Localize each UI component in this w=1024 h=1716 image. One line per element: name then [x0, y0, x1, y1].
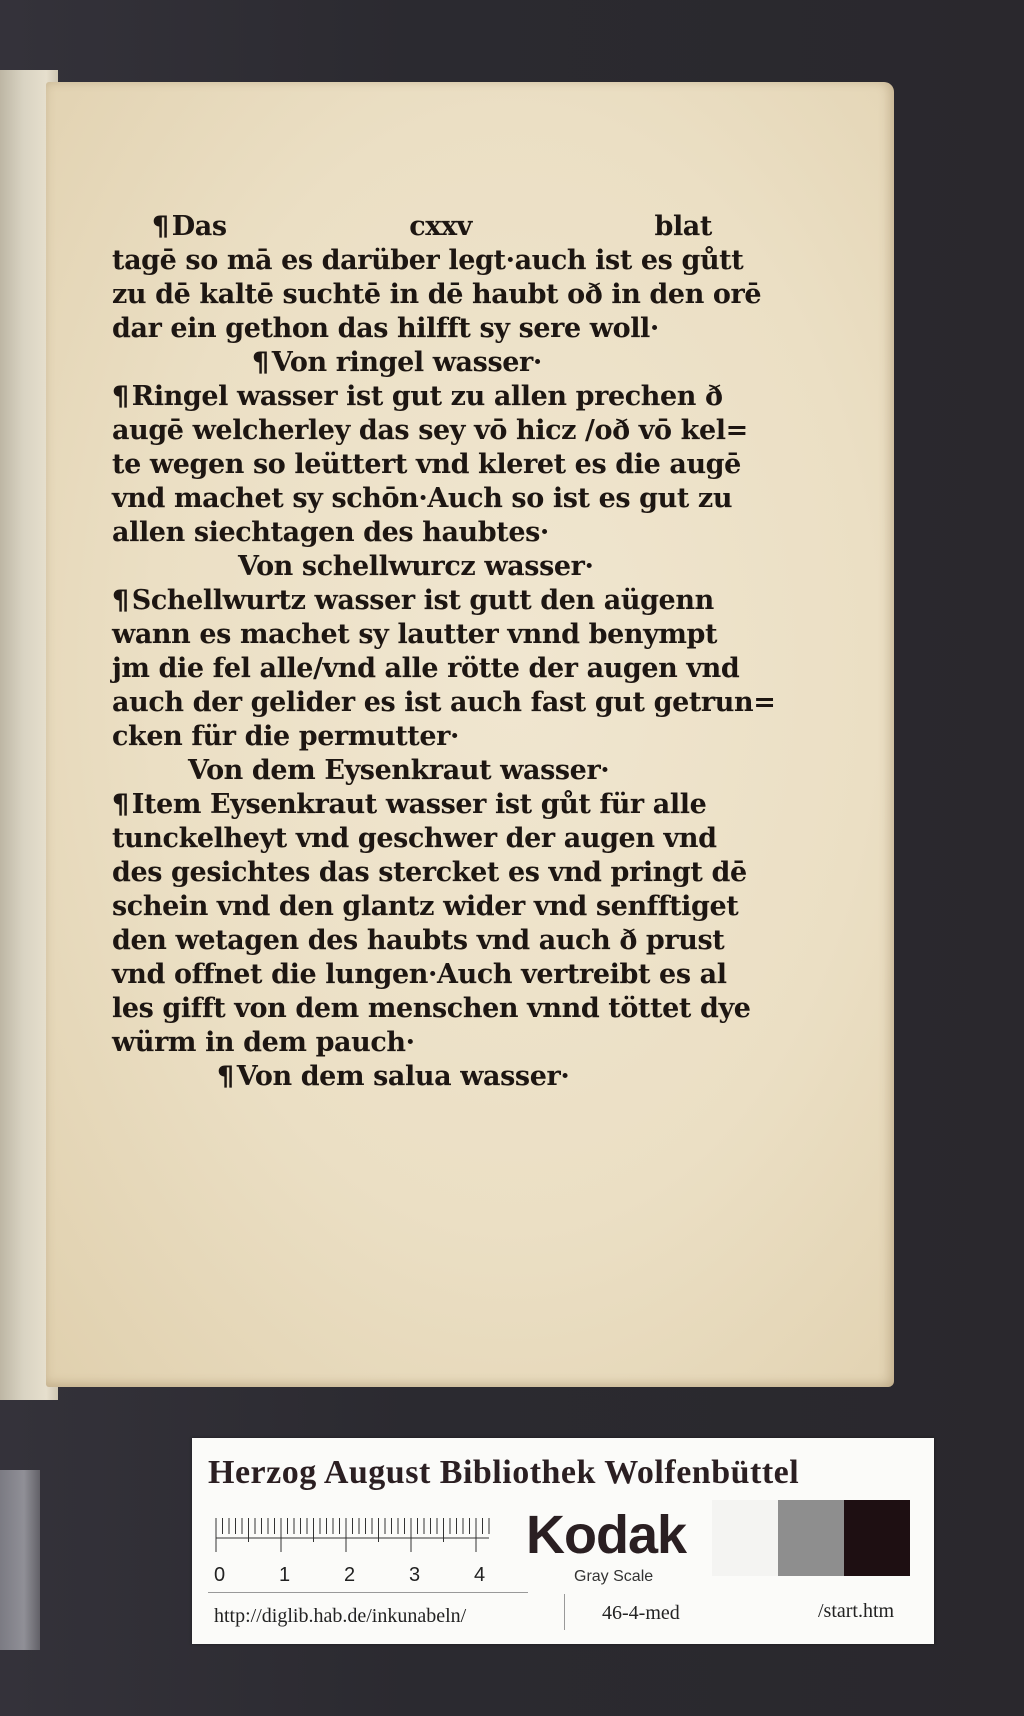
- source-url: http://diglib.hab.de/inkunabeln/: [214, 1605, 467, 1627]
- color-calibration-card: [192, 1438, 934, 1644]
- text-line: jm die fel alle/vnd alle rötte der augen vnd: [112, 653, 740, 684]
- text-line: allen siechtagen des haubtes·: [112, 517, 549, 548]
- book-spine-edge: [0, 1470, 40, 1650]
- shelf-code: 46-4-med: [602, 1602, 680, 1624]
- pilcrow-mark: ¶: [252, 347, 269, 378]
- text-line: augē welcherley das sey vō hicz /oð vō kel=: [112, 415, 748, 446]
- ruler-label: 3: [409, 1564, 421, 1586]
- text-line: tunckelheyt vnd geschwer der augen vnd: [112, 823, 717, 854]
- pilcrow-mark: ¶: [112, 381, 129, 412]
- pilcrow-mark: ¶: [112, 789, 129, 820]
- section-heading: Von dem Eysenkraut wasser·: [188, 755, 610, 786]
- section-heading: ¶ Von ringel wasser·: [252, 347, 542, 378]
- page-text: [112, 210, 776, 1094]
- gray-scale-label: Gray Scale: [574, 1568, 654, 1585]
- ruler-label: 2: [344, 1564, 356, 1586]
- pilcrow-mark: ¶: [217, 1061, 234, 1092]
- text-line: wann es machet sy lautter vnnd benympt: [112, 619, 718, 650]
- folio-number: cxxv: [409, 211, 472, 242]
- text-line: dar ein gethon das hilfft sy sere woll·: [112, 313, 659, 344]
- footer-divider: [564, 1594, 565, 1630]
- black-swatch: [844, 1500, 910, 1576]
- text-line: zu dē kaltē suchtē in dē haubt oð in den orē: [112, 279, 762, 310]
- text-line: auch der gelider es ist auch fast gut getrun=: [112, 687, 776, 718]
- ruler: [212, 1514, 512, 1594]
- text-line: vnd machet sy schōn·Auch so ist es gut zu: [112, 483, 733, 514]
- text-line: schein vnd den glantz wider vnd senfftiget: [112, 891, 739, 922]
- white-swatch: [712, 1500, 778, 1576]
- library-title: Herzog August Bibliothek Wolfenbüttel: [208, 1454, 800, 1491]
- pilcrow-mark: ¶: [152, 211, 169, 242]
- text-line: cken für die permutter·: [112, 721, 459, 752]
- kodak-logo: Kodak: [526, 1505, 687, 1565]
- text-line: vnd offnet die lungen·Auch vertreibt es al: [112, 959, 727, 990]
- gray-swatch: [778, 1500, 844, 1576]
- section-heading: Von schellwurcz wasser·: [238, 551, 594, 582]
- footer-rule: [208, 1592, 528, 1593]
- text-line: les gifft von dem menschen vnnd töttet dye: [112, 993, 751, 1024]
- ruler-label: 1: [279, 1564, 291, 1586]
- section-heading: ¶ Von dem salua wasser·: [217, 1061, 570, 1092]
- ruler-label: 4: [474, 1564, 486, 1586]
- text-line: des gesichtes das stercket es vnd pringt dē: [112, 857, 747, 888]
- text-line: ¶ Item Eysenkraut wasser ist gůt für alle: [112, 789, 707, 820]
- text-line: tagē so mā es darüber legt·auch ist es gůtt: [112, 245, 744, 276]
- header-right: blat: [654, 211, 712, 242]
- text-line: te wegen so leüttert vnd kleret es die augē: [112, 449, 741, 480]
- running-header: [112, 210, 712, 244]
- start-path: /start.htm: [818, 1600, 895, 1622]
- text-line: den wetagen des haubts vnd auch ð prust: [112, 925, 725, 956]
- text-line: würm in dem pauch·: [112, 1027, 415, 1058]
- text-line: ¶ Schellwurtz wasser ist gutt den aügenn: [112, 585, 714, 616]
- pilcrow-mark: ¶: [112, 585, 129, 616]
- text-line: ¶ Ringel wasser ist gut zu allen prechen ð: [112, 381, 723, 412]
- ruler-label: 0: [214, 1564, 226, 1586]
- header-left: Das: [171, 211, 227, 242]
